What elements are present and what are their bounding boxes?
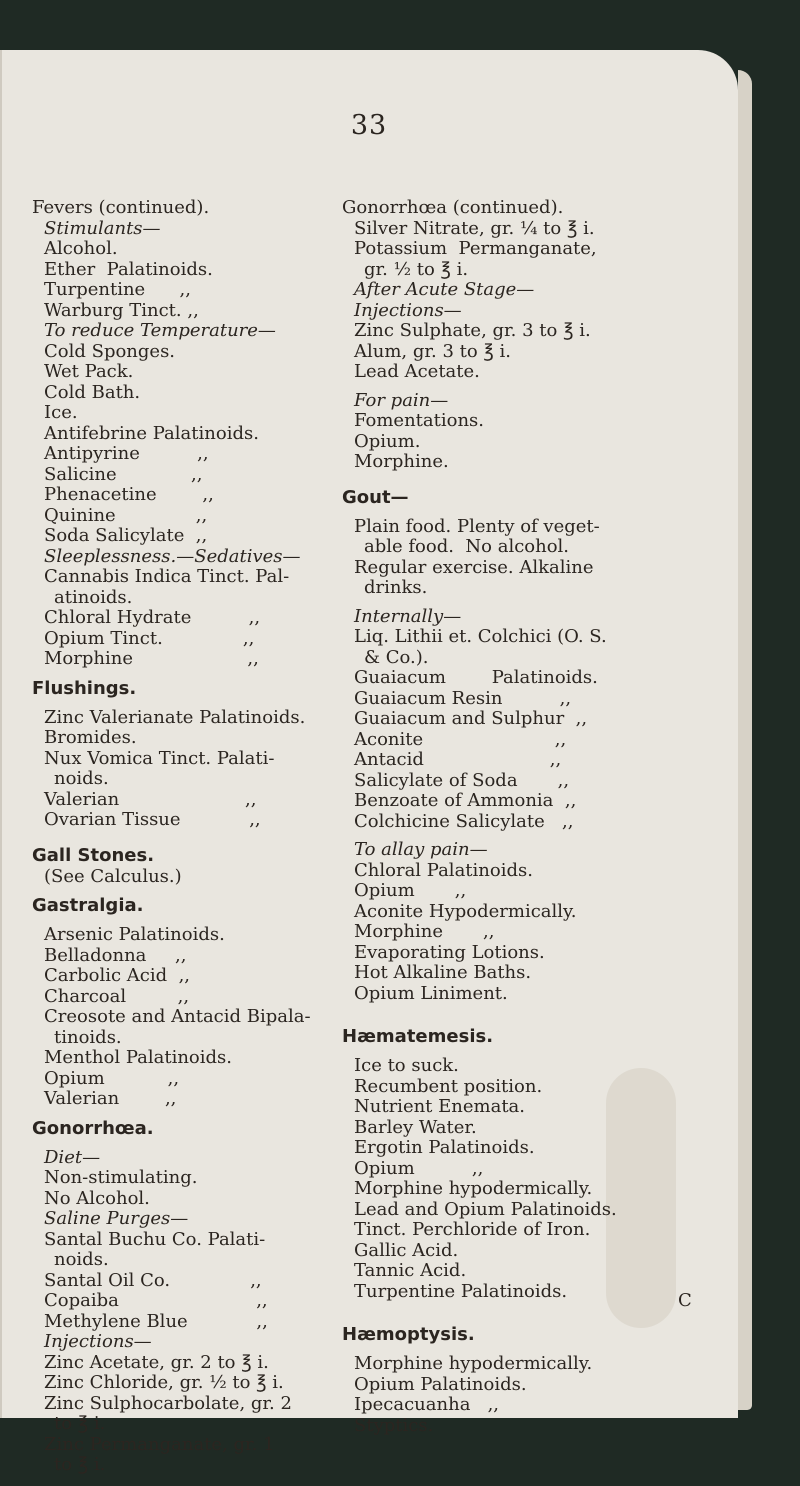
text-line: Valerian ,, [44, 1088, 177, 1109]
text-line: Opium ,, [44, 1067, 180, 1089]
text-line: to ℥ i. [54, 1413, 106, 1434]
text-line: Methylene Blue ,, [44, 1310, 268, 1332]
section-heading: Hæmatemesis. [342, 1026, 494, 1047]
text-line: Quinine ,, [44, 504, 208, 526]
book-page [0, 50, 738, 1475]
text-line: Zinc Chloride, gr. ½ to ℥ i. [44, 1372, 284, 1393]
text-line: Zinc Acetate, gr. 2 to ℥ i. [44, 1351, 269, 1373]
text-line: Ipecacuanha ,, [354, 1394, 500, 1415]
text-line: noids. [54, 1249, 109, 1270]
text-line: Opium Palatinoids. [354, 1373, 527, 1395]
text-line: Morphine ,, [44, 648, 259, 669]
text-line: Nux Vomica Tinct. Palati- [44, 747, 275, 769]
text-line: Menthol Palatinoids. [44, 1047, 232, 1068]
text-line: Colchicine Salicylate ,, [354, 810, 574, 832]
text-line: Aconite Hypodermically. [354, 900, 577, 922]
text-line: Ice. [44, 402, 78, 423]
right-column [342, 198, 682, 1436]
text-line: Valerian ,, [44, 788, 257, 810]
text-line: Fevers (continued). [32, 197, 210, 218]
text-line: Tinct. Perchloride of Iron. [354, 1219, 591, 1240]
text-line: Morphine hypodermically. [354, 1178, 593, 1199]
text-line: For pain— [354, 389, 449, 411]
text-line: Antipyrine ,, [44, 443, 209, 464]
text-line: gr. ½ to ℥ i. [364, 258, 469, 280]
text-line: Opium Tinct. ,, [44, 627, 255, 649]
text-line: (See Calculus.) [44, 865, 182, 887]
text-line: After Acute Stage— [354, 279, 535, 300]
section-heading: Hæmoptysis. [342, 1324, 475, 1345]
text-line: Nutrient Enemata. [354, 1096, 526, 1117]
page-edge [738, 70, 752, 1410]
text-line: Zinc Valerianate Palatinoids. [44, 706, 306, 728]
text-line: Fomentations. [354, 410, 484, 431]
text-line: Internally— [354, 605, 462, 627]
text-line: Injections— [354, 299, 462, 321]
text-line: Warburg Tinct. ,, [44, 299, 199, 321]
text-line: Ovarian Tissue ,, [44, 809, 261, 830]
section-heading: Gall Stones. [32, 844, 155, 866]
text-line: Chloral Hydrate ,, [44, 607, 261, 628]
text-line: Tannic Acid. [354, 1260, 467, 1281]
text-line: Zinc Sulphate, gr. 3 to ℥ i. [354, 320, 591, 341]
text-line: drinks. [364, 577, 428, 598]
section-heading: Flushings. [32, 677, 137, 699]
text-line: Wet Pack. [44, 361, 134, 382]
text-line: Morphine hypodermically. [354, 1353, 593, 1374]
spacer [32, 887, 332, 895]
text-line: Alum, gr. 3 to ℥ i. [354, 340, 512, 362]
text-line: Opium. [354, 430, 421, 452]
text-line: Gallic Acid. [354, 1239, 459, 1261]
text-line: Opium ,, [354, 880, 467, 901]
text-line: tinoids. [54, 1026, 122, 1048]
text-line: Zinc Sulphocarbolate, gr. 2 [44, 1392, 292, 1414]
text-line: Morphine. [354, 451, 449, 472]
text-line: Belladonna ,, [44, 944, 187, 966]
text-line: Recumbent position. [354, 1075, 543, 1097]
spacer [342, 473, 682, 487]
text-line: Aconite ,, [354, 728, 567, 750]
text-line: Guaiacum and Sulphur ,, [354, 708, 588, 729]
text-line: Chloral Palatinoids. [354, 859, 533, 881]
signature-mark: C [678, 1290, 692, 1311]
text-line: Liq. Lithii et. Colchici (O. S. [354, 626, 607, 647]
text-line: Copaiba ,, [44, 1290, 268, 1311]
text-line: to ℥ i. [54, 1454, 106, 1475]
text-line: Benzoate of Ammonia ,, [354, 790, 577, 811]
text-line: No Alcohol. [44, 1187, 150, 1209]
text-line: Diet— [44, 1146, 101, 1168]
text-line: Ether Palatinoids. [44, 258, 213, 280]
text-line: Sleeplessness.—Sedatives— [44, 545, 301, 567]
text-line: To allay pain— [354, 839, 488, 860]
left-column [32, 198, 332, 1476]
text-line: Guaiacum Palatinoids. [354, 667, 598, 688]
text-line: Potassium Permanganate, [354, 238, 597, 259]
text-line: Santal Buchu Co. Palati- [44, 1228, 266, 1250]
text-line: Silver Nitrate, gr. ¼ to ℥ i. [354, 217, 595, 239]
text-line: noids. [54, 768, 109, 789]
section-heading: Gastralgia. [32, 895, 144, 916]
text-line: Phenacetine ,, [44, 484, 214, 505]
text-line: Non-stimulating. [44, 1167, 198, 1188]
section-heading: Gout— [342, 486, 409, 508]
text-line: Barley Water. [354, 1116, 477, 1138]
spacer [342, 1302, 682, 1324]
text-line: Turpentine Palatinoids. [354, 1280, 568, 1302]
text-line: Ice to suck. [354, 1055, 459, 1076]
text-line: Injections— [44, 1331, 152, 1352]
text-line: Alcohol. [44, 238, 118, 259]
spacer [32, 831, 332, 845]
text-line: Regular exercise. Alkaline [354, 556, 594, 578]
text-line: Opium Liniment. [354, 982, 508, 1004]
text-line: Plain food. Plenty of veget- [354, 515, 600, 537]
text-line: Morphine ,, [354, 921, 495, 942]
text-line: Carbolic Acid ,, [44, 965, 191, 986]
text-line: Gonorrhœa (continued). [342, 197, 564, 218]
text-line: Antifebrine Palatinoids. [44, 422, 259, 444]
text-line: Styptics. [354, 1414, 434, 1436]
text-line: Creosote and Antacid Bipala- [44, 1006, 311, 1027]
text-line: Hot Alkaline Baths. [354, 962, 532, 983]
spacer [32, 670, 332, 678]
text-line: Stimulants— [44, 217, 161, 239]
text-line: Arsenic Palatinoids. [44, 924, 225, 945]
section-heading: Gonorrhœa. [32, 1117, 154, 1139]
text-line: Ergotin Palatinoids. [354, 1137, 535, 1158]
text-line: Turpentine ,, [44, 279, 191, 300]
text-line: Santal Oil Co. ,, [44, 1269, 262, 1291]
text-line: Saline Purges— [44, 1208, 189, 1229]
text-line: Salicylate of Soda ,, [354, 769, 570, 791]
text-line: Cold Bath. [44, 381, 141, 403]
text-line: Charcoal ,, [44, 985, 190, 1007]
page-number: 33 [350, 110, 388, 141]
text-line: Guaiacum Resin ,, [354, 687, 572, 709]
text-line: Cannabis Indica Tinct. Pal- [44, 566, 290, 587]
text-line: Soda Salicylate ,, [44, 525, 208, 546]
text-line: atinoids. [54, 586, 133, 608]
spacer [342, 1004, 682, 1026]
text-line: & Co.). [364, 646, 429, 668]
text-line: Opium ,, [354, 1157, 484, 1179]
text-line: Bromides. [44, 727, 137, 748]
text-line: Lead Acetate. [354, 361, 480, 382]
text-line: able food. No alcohol. [364, 536, 570, 557]
spacer [32, 1110, 332, 1118]
text-line: Evaporating Lotions. [354, 941, 545, 963]
text-line: Salicine ,, [44, 463, 203, 485]
text-line: Lead and Opium Palatinoids. [354, 1198, 617, 1220]
text-line: Cold Sponges. [44, 340, 176, 362]
text-line: Antacid ,, [354, 749, 562, 770]
text-line: To reduce Temperature— [44, 320, 276, 341]
text-line: Zinc Permanganate, gr. 1 [44, 1433, 275, 1455]
